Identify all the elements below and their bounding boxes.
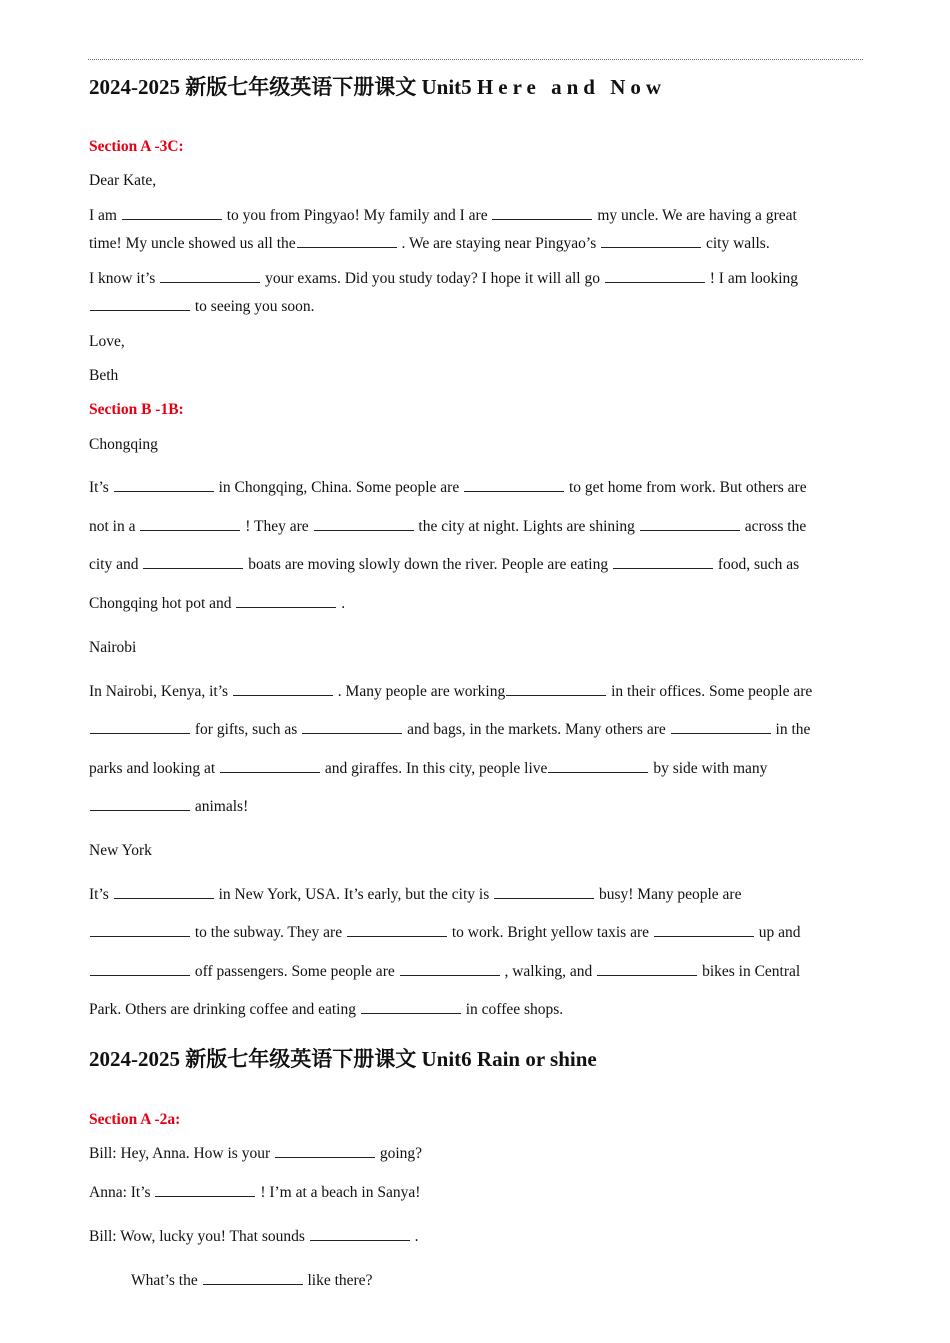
nairobi-line-4: animals! (89, 793, 248, 821)
newyork-line-3: off passengers. Some people are , walking, and bikes in Central (89, 958, 800, 986)
newyork-heading: New York (89, 842, 152, 859)
blank[interactable] (140, 516, 240, 531)
unit6-title: 2024-2025 新版七年级英语下册课文 Unit6 Rain or shine (89, 1047, 597, 1071)
blank[interactable] (90, 922, 190, 937)
blank[interactable] (90, 796, 190, 811)
unit5-title (89, 74, 666, 100)
blank[interactable] (114, 477, 214, 492)
letter-line-4: to seeing you soon. (89, 293, 315, 321)
section-b-1b-label: Section B -1B: (89, 401, 184, 418)
letter-signature: Beth (89, 367, 119, 384)
newyork-line-4: Park. Others are drinking coffee and eating in coffee shops. (89, 1001, 564, 1018)
blank[interactable] (155, 1182, 255, 1197)
blank[interactable] (671, 719, 771, 734)
blank[interactable] (597, 961, 697, 976)
blank[interactable] (347, 922, 447, 937)
blank[interactable] (90, 296, 190, 311)
blank[interactable] (361, 999, 461, 1014)
letter-greeting: Dear Kate, (89, 172, 157, 189)
nairobi-line-3: parks and looking at and giraffes. In this city, people live by side with many (89, 760, 768, 777)
blank[interactable] (400, 961, 500, 976)
blank[interactable] (613, 554, 713, 569)
dialogue-line-4: What’s the like there? (131, 1272, 373, 1289)
blank[interactable] (233, 681, 333, 696)
section-a-2a-label: Section A -2a: (89, 1111, 181, 1128)
unit5-title-prefix: 2024-2025 新版七年级英语下册课文 Unit5 (89, 75, 477, 99)
blank[interactable] (310, 1226, 410, 1241)
newyork-line-1: It’s in New York, USA. It’s early, but the city is busy! Many people are (89, 886, 742, 903)
chongqing-line-2: not in a ! They are the city at night. Lights are shining across the (89, 518, 807, 535)
blank[interactable] (314, 516, 414, 531)
blank[interactable] (203, 1270, 303, 1285)
dialogue-line-2: Anna: It’s ! I’m at a beach in Sanya! (89, 1184, 421, 1201)
nairobi-line-2: for gifts, such as and bags, in the markets. Many others are in the (89, 716, 810, 744)
blank[interactable] (236, 593, 336, 608)
blank[interactable] (605, 268, 705, 283)
dialogue-line-1: Bill: Hey, Anna. How is your going? (89, 1145, 423, 1162)
blank[interactable] (297, 233, 397, 248)
blank[interactable] (302, 719, 402, 734)
blank[interactable] (90, 961, 190, 976)
header-rule (88, 59, 863, 60)
blank[interactable] (494, 884, 594, 899)
newyork-line-2: to the subway. They are to work. Bright yellow taxis are up and (89, 919, 801, 947)
chongqing-line-1: It’s in Chongqing, China. Some people are to get home from work. But others are (89, 479, 807, 496)
letter-line-1: I am to you from Pingyao! My family and I are my uncle. We are having a great (89, 207, 797, 224)
blank[interactable] (640, 516, 740, 531)
section-a-3c-label: Section A -3C: (89, 138, 184, 155)
blank[interactable] (601, 233, 701, 248)
blank[interactable] (90, 719, 190, 734)
chongqing-line-4: Chongqing hot pot and . (89, 595, 346, 612)
letter-closing: Love, (89, 333, 125, 350)
letter-line-2: time! My uncle showed us all the . We are staying near Pingyao’s city walls. (89, 235, 770, 252)
blank[interactable] (492, 205, 592, 220)
nairobi-heading: Nairobi (89, 639, 137, 656)
unit5-title-topic: Here and Now (476, 75, 667, 99)
blank[interactable] (464, 477, 564, 492)
blank[interactable] (160, 268, 260, 283)
chongqing-heading: Chongqing (89, 436, 158, 453)
blank[interactable] (122, 205, 222, 220)
blank[interactable] (220, 758, 320, 773)
letter-line-3: I know it’s your exams. Did you study today? I hope it will all go ! I am looking (89, 270, 798, 287)
blank[interactable] (275, 1143, 375, 1158)
blank[interactable] (506, 681, 606, 696)
blank[interactable] (654, 922, 754, 937)
dialogue-line-3: Bill: Wow, lucky you! That sounds . (89, 1228, 419, 1245)
blank[interactable] (114, 884, 214, 899)
blank[interactable] (548, 758, 648, 773)
chongqing-line-3: city and boats are moving slowly down the river. People are eating food, such as (89, 556, 800, 573)
nairobi-line-1: In Nairobi, Kenya, it’s . Many people are working in their offices. Some people are (89, 683, 813, 700)
blank[interactable] (143, 554, 243, 569)
